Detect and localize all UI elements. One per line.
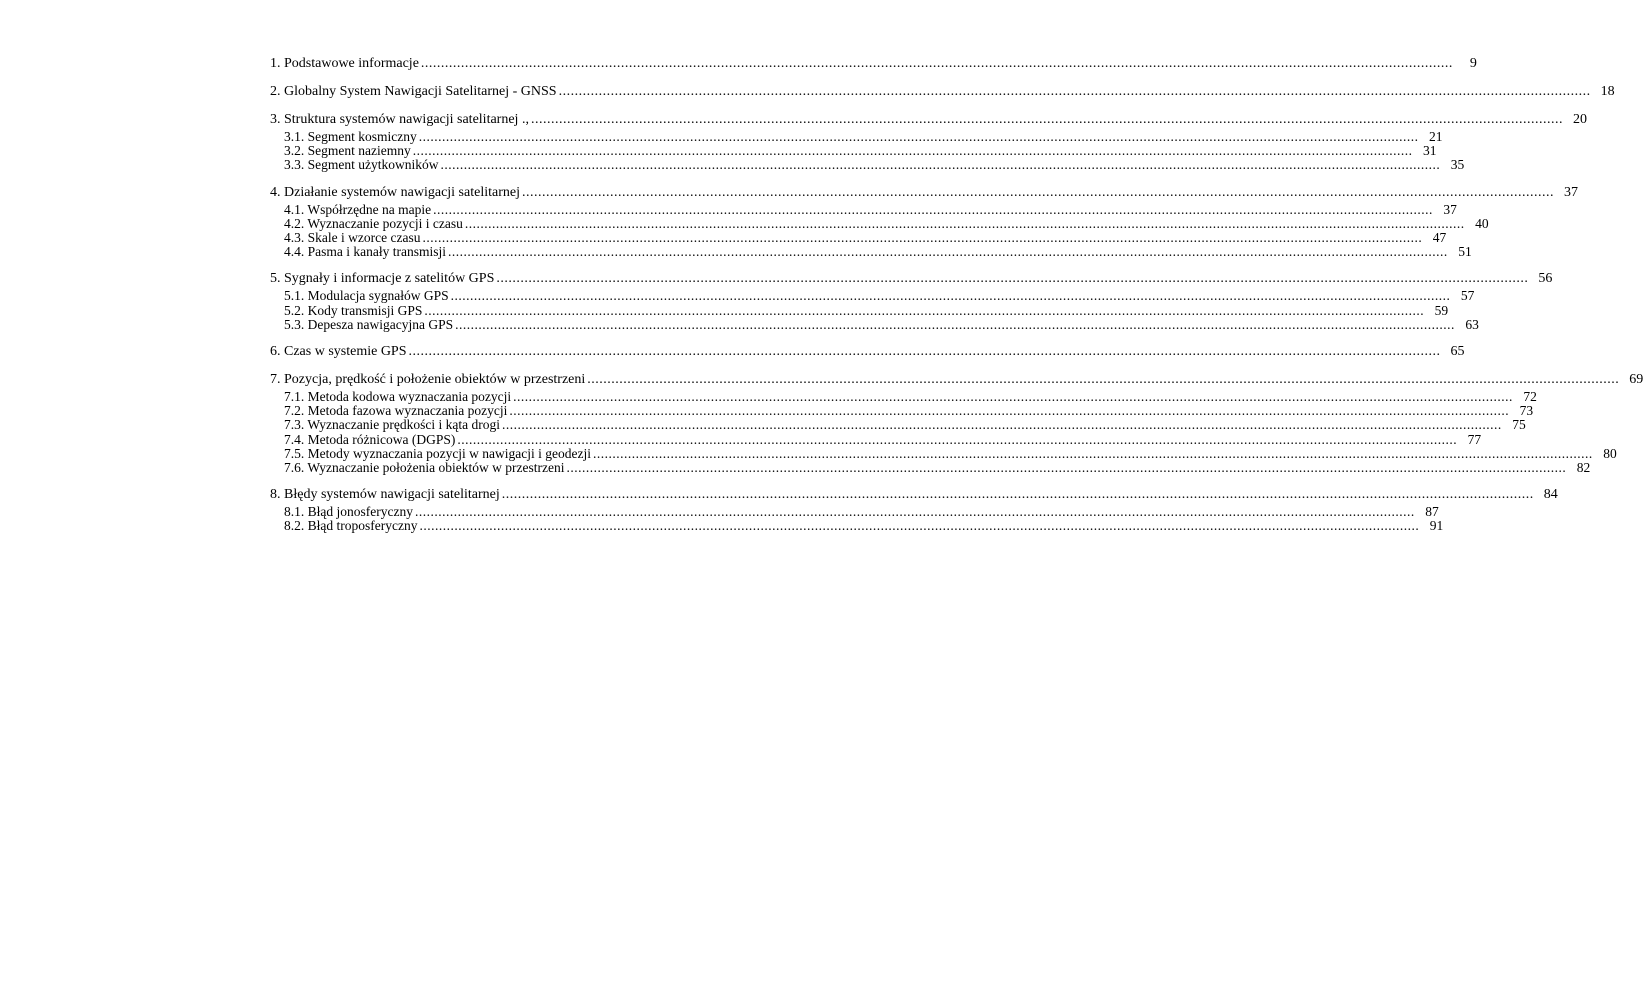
dot-leader	[502, 486, 1534, 503]
dot-leader	[422, 231, 1422, 245]
dot-leader	[455, 318, 1455, 332]
section-title: 7.6. Wyznaczanie położenia obiektów w przestrzeni	[284, 460, 565, 476]
dot-leader	[502, 418, 1502, 432]
toc-section-entry	[270, 518, 1444, 534]
toc-section-entry	[270, 302, 1449, 318]
toc-section-entry	[270, 445, 1617, 461]
toc-section-entry	[270, 288, 1475, 304]
section-page-number: 35	[1450, 157, 1465, 173]
toc-chapter	[270, 111, 1587, 173]
dot-leader	[424, 304, 1424, 318]
dot-leader	[496, 270, 1528, 287]
toc-chapter-entry	[270, 83, 1615, 100]
section-title: 4.2. Wyznaczanie pozycji i czasu	[284, 215, 463, 231]
section-page-number: 51	[1458, 244, 1472, 260]
dot-leader	[441, 158, 1441, 172]
toc-section-entry	[270, 403, 1534, 419]
chapter-title: 3. Struktura systemów nawigacji satelitarnej .,	[270, 112, 529, 127]
dot-leader	[451, 289, 1451, 303]
chapter-page-number: 69	[1629, 372, 1643, 388]
toc-section-entry	[270, 417, 1526, 433]
toc-section-entry	[270, 316, 1479, 332]
toc-chapter-entry	[270, 343, 1465, 360]
toc-chapter-entry	[270, 371, 1643, 388]
section-page-number: 87	[1425, 504, 1439, 520]
toc-chapter	[270, 55, 1477, 72]
section-page-number: 57	[1460, 288, 1475, 304]
dot-leader	[413, 144, 1413, 158]
dot-leader	[448, 245, 1448, 259]
section-title: 3.1. Segment kosmiczny	[284, 129, 417, 144]
section-page-number: 73	[1519, 403, 1534, 419]
section-page-number: 82	[1576, 460, 1591, 476]
chapter-page-number: 20	[1572, 112, 1587, 127]
section-title: 7.1. Metoda kodowa wyznaczania pozycji	[284, 389, 512, 405]
toc-chapter	[270, 343, 1465, 360]
toc-section-entry	[270, 244, 1472, 260]
toc-chapter	[270, 270, 1553, 332]
toc-chapter-entry	[270, 270, 1553, 287]
toc-chapter-entry	[270, 111, 1587, 128]
toc-chapter	[270, 83, 1615, 100]
dot-leader	[433, 203, 1433, 217]
toc-chapter	[270, 486, 1558, 534]
dot-leader	[587, 371, 1619, 388]
section-page-number: 80	[1603, 445, 1617, 461]
dot-leader	[593, 447, 1593, 461]
toc-section-entry	[270, 504, 1439, 520]
chapter-page-number: 9	[1469, 56, 1477, 71]
section-title: 5.2. Kody transmisji GPS	[284, 302, 423, 318]
chapter-page-number: 56	[1538, 271, 1553, 287]
toc-chapter-entry	[270, 184, 1578, 201]
section-page-number: 75	[1512, 417, 1526, 433]
section-title: 3.3. Segment użytkowników	[284, 157, 439, 173]
section-page-number: 21	[1428, 129, 1443, 144]
section-page-number: 77	[1467, 431, 1482, 447]
chapter-title: 4. Działanie systemów nawigacji satelitarnej	[270, 184, 520, 200]
toc-section-entry	[270, 460, 1591, 476]
toc-section-entry	[270, 431, 1482, 447]
chapter-page-number: 65	[1450, 344, 1465, 360]
section-title: 7.4. Metoda różnicowa (DGPS)	[284, 431, 456, 447]
dot-leader	[457, 433, 1457, 447]
dot-leader	[559, 83, 1591, 100]
chapter-page-number: 84	[1543, 487, 1558, 503]
toc-chapter-entry	[270, 55, 1477, 72]
table-of-contents	[270, 55, 1643, 545]
toc-section-entry	[270, 230, 1447, 246]
dot-leader	[465, 217, 1465, 231]
chapter-page-number: 18	[1600, 84, 1615, 99]
toc-section-entry	[270, 157, 1465, 173]
dot-leader	[419, 519, 1419, 533]
section-title: 7.5. Metody wyznaczania pozycji w nawigacji i geodezji	[284, 445, 592, 461]
section-page-number: 40	[1475, 215, 1489, 231]
chapter-title: 8. Błędy systemów nawigacji satelitarnej	[270, 487, 500, 503]
section-page-number: 47	[1432, 230, 1447, 246]
dot-leader	[513, 390, 1513, 404]
section-title: 5.3. Depesza nawigacyjna GPS	[284, 316, 454, 332]
toc-section-entry	[270, 215, 1489, 231]
chapter-title: 5. Sygnały i informacje z satelitów GPS	[270, 271, 495, 287]
section-title: 7.2. Metoda fazowa wyznaczania pozycji	[284, 403, 508, 419]
section-title: 4.1. Współrzędne na mapie	[284, 201, 432, 217]
dot-leader	[509, 404, 1509, 418]
section-title: 8.1. Błąd jonosferyczny	[284, 504, 413, 520]
section-title: 8.2. Błąd troposferyczny	[284, 518, 418, 534]
toc-section-entry	[270, 201, 1457, 217]
section-title: 4.4. Pasma i kanały transmisji	[284, 244, 446, 260]
dot-leader	[409, 343, 1441, 360]
dot-leader	[566, 461, 1566, 475]
chapter-title: 2. Globalny System Nawigacji Satelitarnej - GNSS	[270, 84, 557, 99]
chapter-title: 7. Pozycja, prędkość i położenie obiektów w przestrzeni	[270, 372, 586, 388]
dot-leader	[531, 111, 1563, 128]
toc-section-entry	[270, 143, 1437, 159]
toc-chapter-entry	[270, 486, 1558, 503]
toc-chapter	[270, 184, 1578, 260]
dot-leader	[522, 184, 1554, 201]
chapter-title: 6. Czas w systemie GPS	[270, 344, 407, 360]
chapter-title: 1. Podstawowe informacje	[270, 56, 419, 71]
toc-section-entry	[270, 389, 1537, 405]
dot-leader	[421, 55, 1453, 72]
section-title: 5.1. Modulacja sygnałów GPS	[284, 288, 449, 304]
section-page-number: 59	[1434, 302, 1449, 318]
section-title: 3.2. Segment naziemny	[284, 143, 411, 159]
dot-leader	[415, 505, 1415, 519]
section-page-number: 63	[1465, 316, 1479, 332]
toc-section-entry	[270, 129, 1443, 144]
section-page-number: 72	[1523, 389, 1537, 405]
dot-leader	[419, 130, 1419, 144]
section-page-number: 37	[1443, 201, 1457, 217]
toc-chapter	[270, 371, 1643, 476]
section-page-number: 91	[1429, 518, 1444, 534]
section-page-number: 31	[1422, 143, 1437, 159]
section-title: 7.3. Wyznaczanie prędkości i kąta drogi	[284, 417, 500, 433]
chapter-page-number: 37	[1563, 184, 1578, 200]
section-title: 4.3. Skale i wzorce czasu	[284, 230, 421, 246]
